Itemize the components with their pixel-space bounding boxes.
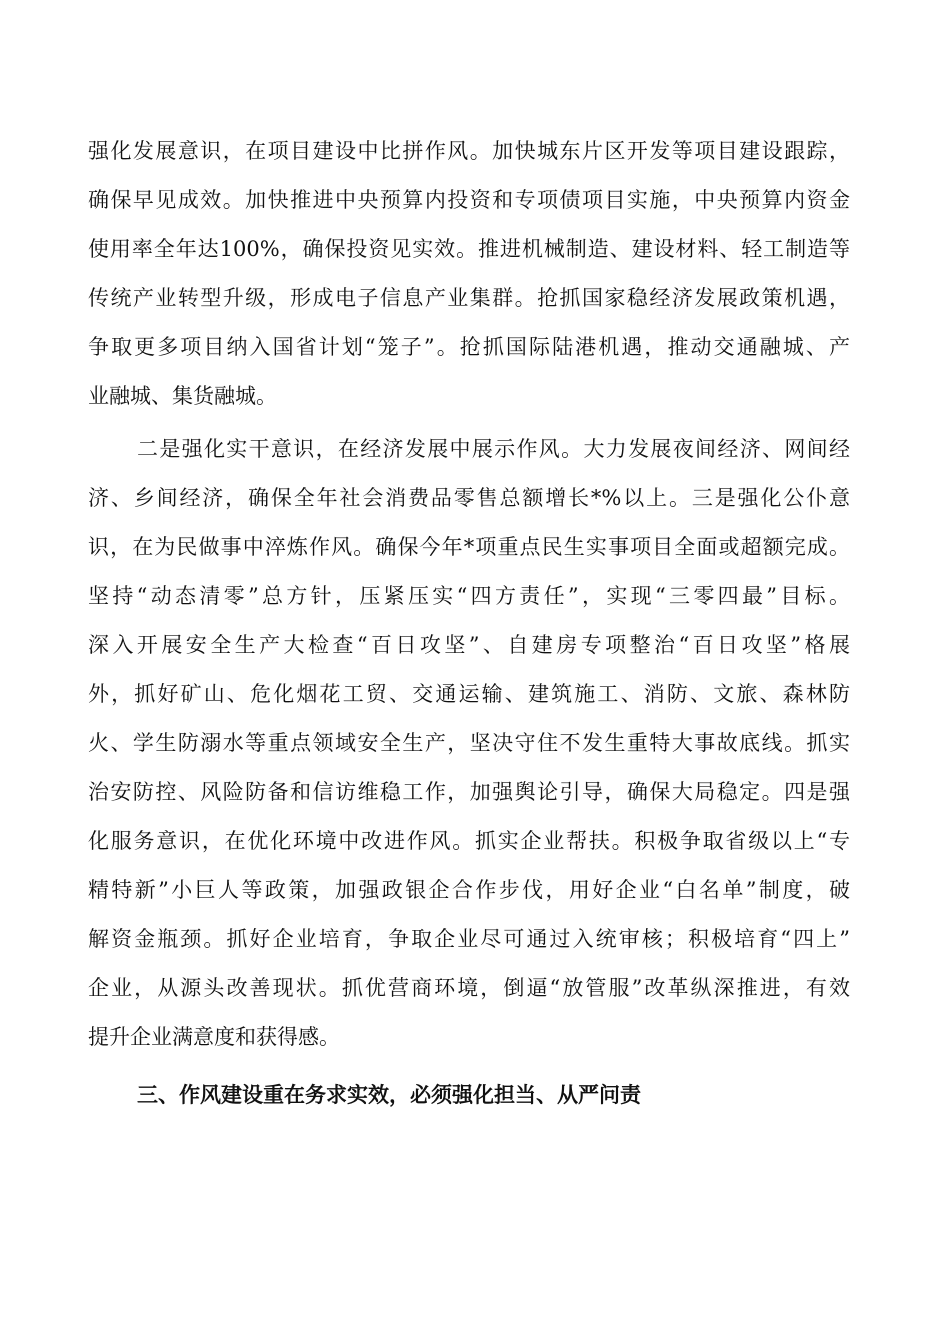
paragraph-2-line-11: 解资金瓶颈。抓好企业培育，争取企业尽可通过入统审核；积极培育“四上” xyxy=(88,927,850,951)
paragraph-2-line-10: 精特新”小巨人等政策，加强政银企合作步伐，用好企业“白名单”制度，破 xyxy=(88,878,850,902)
paragraph-2-line-6: 外，抓好矿山、危化烟花工贸、交通运输、建筑施工、消防、文旅、森林防 xyxy=(88,682,850,706)
paragraph-1-line-6: 业融城、集货融城。 xyxy=(88,384,277,408)
paragraph-2-line-12: 企业，从源头改善现状。抓优营商环境，倒逼“放管服”改革纵深推进，有效 xyxy=(88,976,850,1000)
paragraph-2-line-7: 火、学生防溺水等重点领域安全生产，坚决守住不发生重特大事故底线。抓实 xyxy=(88,731,850,755)
paragraph-1-line-1: 强化发展意识，在项目建设中比拼作风。加快城东片区开发等项目建设跟踪， xyxy=(88,139,850,163)
paragraph-2-line-9: 化服务意识，在优化环境中改进作风。抓实企业帮扶。积极争取省级以上“专 xyxy=(88,829,850,853)
paragraph-1-line-2: 确保早见成效。加快推进中央预算内投资和专项债项目实施，中央预算内资金 xyxy=(88,188,850,212)
paragraph-1-line-4: 传统产业转型升级，形成电子信息产业集群。抢抓国家稳经济发展政策机遇， xyxy=(88,286,850,310)
paragraph-2-line-5: 深入开展安全生产大检查“百日攻坚”、自建房专项整治“百日攻坚”格展 xyxy=(88,633,850,657)
paragraph-1-line-3: 使用率全年达100%，确保投资见实效。推进机械制造、建设材料、轻工制造等 xyxy=(88,237,850,261)
paragraph-2-line-3: 识，在为民做事中淬炼作风。确保今年*项重点民生实事项目全面或超额完成。 xyxy=(88,535,850,559)
paragraph-2-line-2: 济、乡间经济，确保全年社会消费品零售总额增长*%以上。三是强化公仆意 xyxy=(88,486,850,510)
paragraph-2-line-8: 治安防控、风险防备和信访维稳工作，加强舆论引导，确保大局稳定。四是强 xyxy=(88,780,850,804)
paragraph-2-line-1: 二是强化实干意识，在经济发展中展示作风。大力发展夜间经济、网间经 xyxy=(137,437,850,461)
paragraph-2-line-4: 坚持“动态清零”总方针，压紧压实“四方责任”，实现“三零四最”目标。 xyxy=(88,584,850,608)
paragraph-2-line-13: 提升企业满意度和获得感。 xyxy=(88,1025,340,1049)
section-heading: 三、作风建设重在务求实效，必须强化担当、从严问责 xyxy=(137,1083,641,1107)
paragraph-1-line-5: 争取更多项目纳入国省计划“笼子”。抢抓国际陆港机遇，推动交通融城、产 xyxy=(88,335,850,359)
